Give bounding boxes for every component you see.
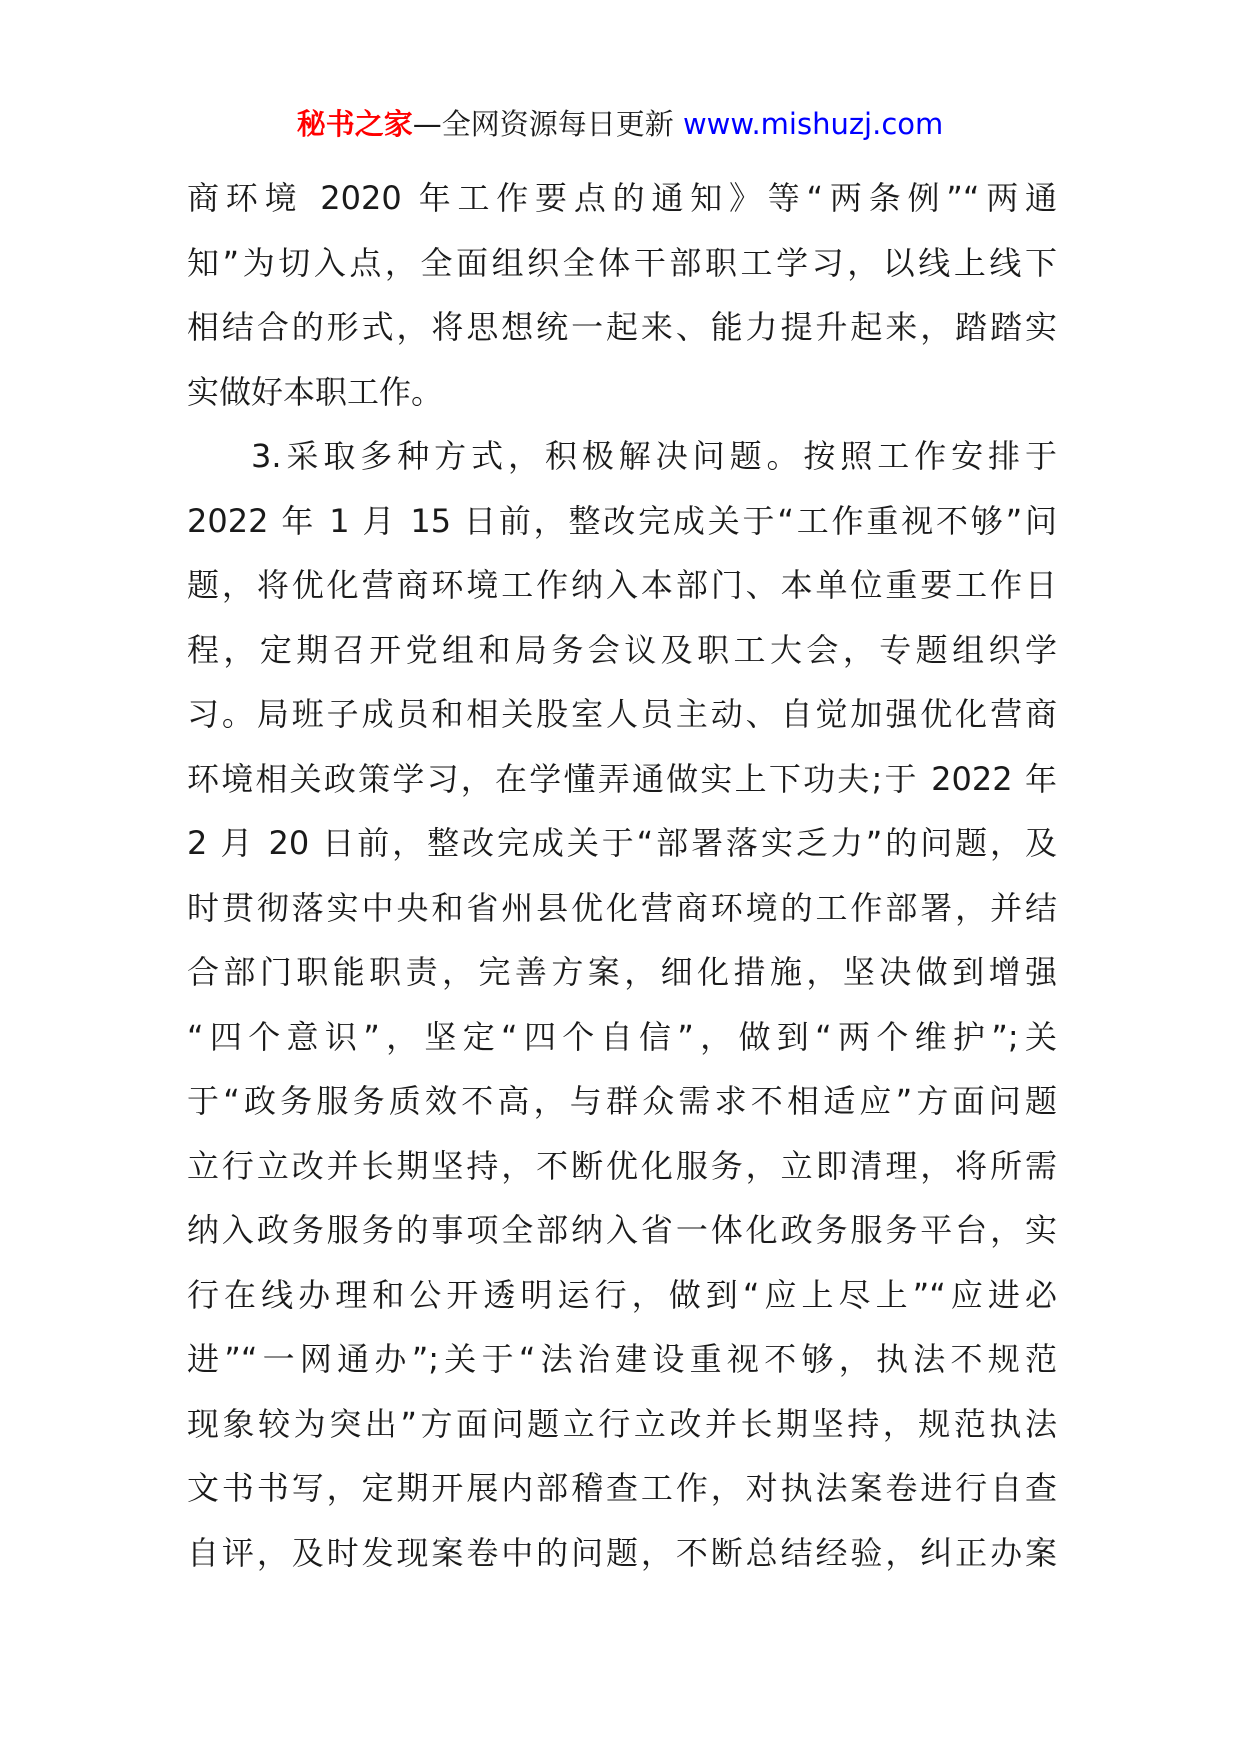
body-line: 时贯彻落实中央和省州县优化营商环境的工作部署，并结 [187, 888, 1057, 927]
site-header [0, 104, 1240, 144]
body-line: 立行立改并长期坚持，不断优化服务，立即清理，将所需 [187, 1146, 1057, 1185]
body-line: 合部门职能职责，完善方案，细化措施，坚决做到增强 [187, 953, 1057, 991]
section-heading-line: 3.采取多种方式，积极解决问题。按照工作安排于 [251, 437, 1057, 475]
body-line: 题，将优化营商环境工作纳入本部门、本单位重要工作日 [187, 566, 1057, 604]
body-line: 环境相关政策学习，在学懂弄通做实上下功夫;于 2022 年 [187, 759, 1057, 798]
site-url-link[interactable]: www.mishuzj.com [682, 107, 944, 141]
body-line: 现象较为突出”方面问题立行立改并长期坚持，规范执法 [187, 1404, 1057, 1443]
body-line: 进”“一网通办”;关于“法治建设重视不够，执法不规范 [187, 1340, 1057, 1378]
body-line: 程，定期召开党组和局务会议及职工大会，专题组织学 [187, 630, 1057, 669]
document-body [187, 166, 1057, 1585]
body-line: “四个意识”，坚定“四个自信”，做到“两个维护”;关 [187, 1017, 1057, 1056]
body-line: 2 月 20 日前，整改完成关于“部署落实乏力”的问题，及 [187, 824, 1057, 862]
body-line: 自评，及时发现案卷中的问题，不断总结经验，纠正办案 [187, 1533, 1057, 1572]
body-line: 文书书写，定期开展内部稽查工作，对执法案卷进行自查 [187, 1469, 1057, 1507]
body-line: 实做好本职工作。 [187, 372, 444, 411]
body-line: 知”为切入点，全面组织全体干部职工学习，以线上线下 [187, 243, 1057, 282]
body-line: 纳入政务服务的事项全部纳入省一体化政务服务平台，实 [187, 1211, 1057, 1249]
body-line: 商环境 2020 年工作要点的通知》等“两条例”“两通 [187, 179, 1057, 217]
site-brand: 秘书之家 [296, 107, 413, 141]
site-tagline: —全网资源每日更新 [412, 107, 674, 141]
body-line: 相结合的形式，将思想统一起来、能力提升起来，踏踏实 [187, 308, 1057, 346]
body-line: 习。局班子成员和相关股室人员主动、自觉加强优化营商 [187, 695, 1057, 733]
body-line: 于“政务服务质效不高，与群众需求不相适应”方面问题 [187, 1082, 1057, 1120]
body-line: 行在线办理和公开透明运行，做到“应上尽上”“应进必 [187, 1275, 1057, 1314]
body-line: 2022 年 1 月 15 日前，整改完成关于“工作重视不够”问 [187, 501, 1057, 540]
